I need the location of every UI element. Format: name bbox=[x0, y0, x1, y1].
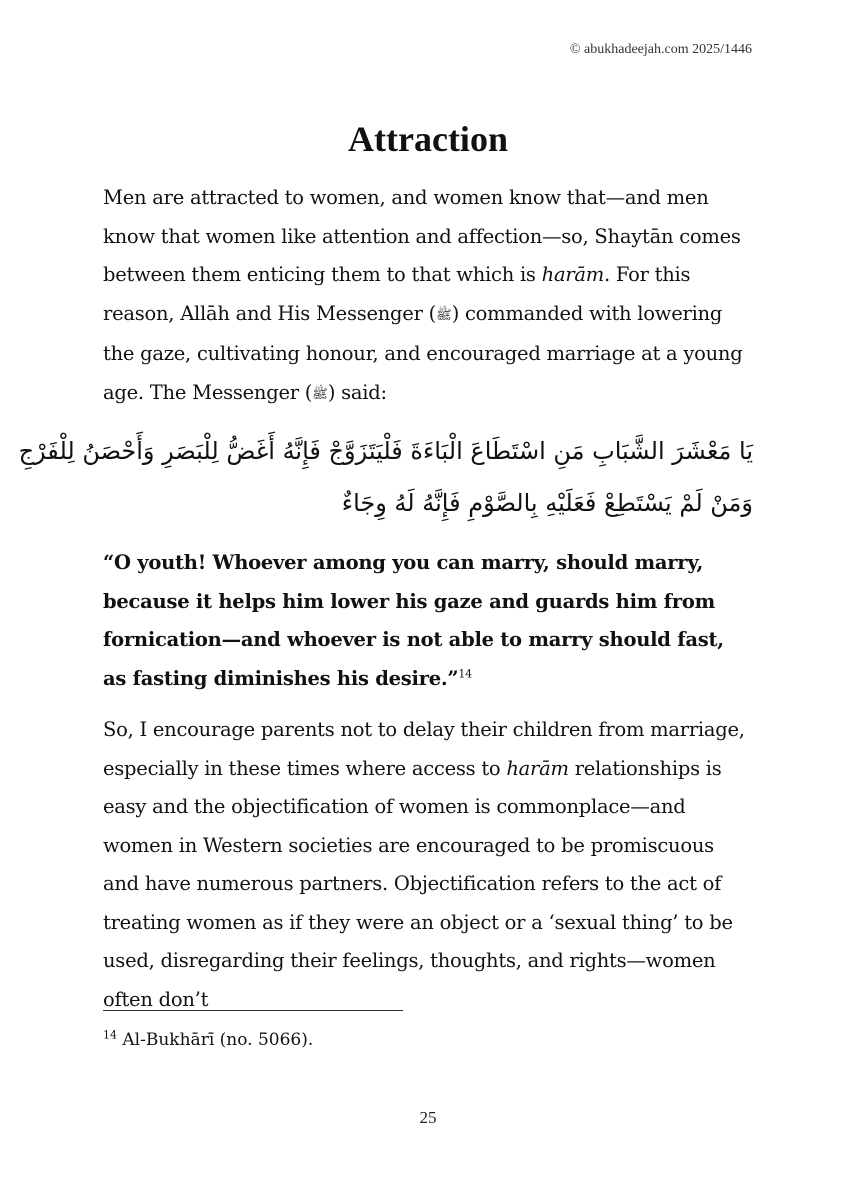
encouragement-text-1: So, I encourage parents not to delay their children from marriage, especially in these times where access to bbox=[103, 718, 745, 780]
footnote-text: Al-Bukhārī (no. 5066). bbox=[117, 1030, 314, 1050]
term-haram: harām bbox=[506, 756, 569, 780]
hadith-translation-text: “O youth! Whoever among you can marry, should marry, because it helps him lower his gaze and guards him from fornication—and whoever is not able to marry should fast, as fasting diminishes his desire.” bbox=[103, 551, 724, 690]
hadith-translation bbox=[103, 544, 753, 698]
intro-text-2: . For this reason, Allāh and His Messenger ( bbox=[103, 263, 691, 325]
footnote-divider bbox=[103, 1010, 403, 1011]
footnote-reference: 14 bbox=[458, 667, 472, 680]
encouragement-paragraph bbox=[103, 711, 753, 1019]
intro-text-4: ) said: bbox=[327, 380, 387, 404]
header-copyright: © abukhadeejah.com 2025/1446 bbox=[569, 42, 752, 57]
encouragement-text-2: relationships is easy and the objectification of women is commonplace—and women in Western societies are encouraged to be promiscuous and have numerous partners. Objectification refers to the act of treating women as if they were an object or a ‘sexual thing’ to be used, disregarding their feelings, thoughts, and rights—women often don’t bbox=[103, 756, 733, 1011]
intro-text-3: ) commanded with lowering the gaze, cultivating honour, and encouraged marriage at a young age. The Messenger ( bbox=[103, 301, 743, 404]
footnote-number: 14 bbox=[103, 1028, 117, 1042]
intro-paragraph bbox=[103, 179, 753, 414]
page-number: 25 bbox=[419, 1108, 437, 1127]
intro-text-1: Men are attracted to women, and women know that—and men know that women like attention and affection—so, Shaytān comes between them enticing them to that which is bbox=[103, 186, 741, 286]
arabic-hadith bbox=[18, 425, 753, 529]
arabic-hadith-line-1: يَا مَعْشَرَ الشَّبَابِ مَنِ اسْتَطَاعَ الْبَاءَةَ فَلْيَتَزَوَّجْ فَإِنَّهُ أَغَضُّ لِلْبَصَرِ وَأَحْصَنُ لِلْفَرْجِ bbox=[18, 437, 753, 465]
honorific-salawat: ﷺ bbox=[435, 307, 452, 323]
footnote bbox=[103, 1026, 313, 1054]
term-haram: harām bbox=[541, 263, 605, 286]
honorific-salawat: ﷺ bbox=[312, 386, 328, 402]
arabic-hadith-line-2: وَمَنْ لَمْ يَسْتَطِعْ فَعَلَيْهِ بِالصَّوْمِ فَإِنَّهُ لَهُ وِجَاءٌ bbox=[341, 489, 753, 517]
page-title: Attraction bbox=[348, 119, 508, 159]
